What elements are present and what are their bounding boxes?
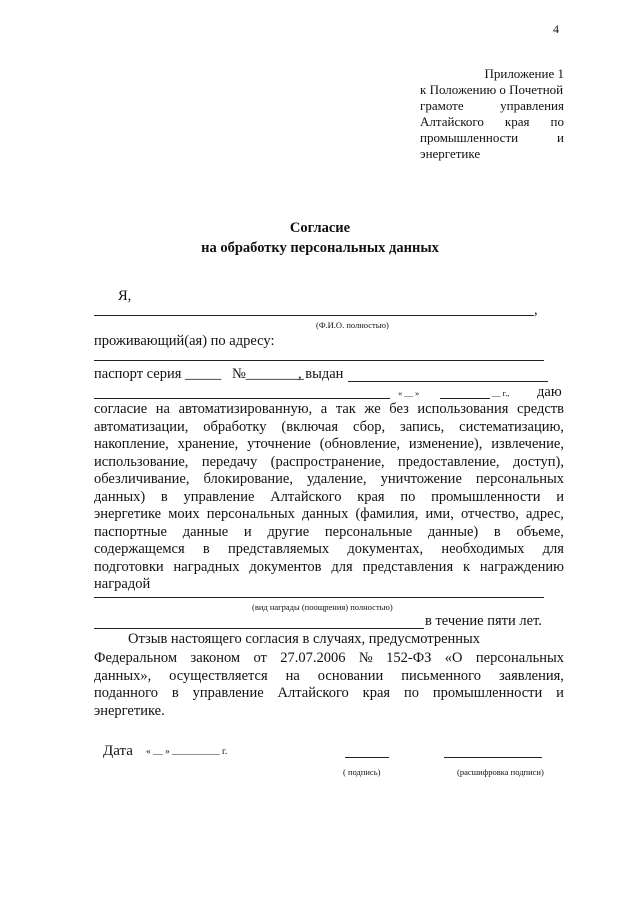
- consent-paragraph: [94, 401, 564, 594]
- appendix-word: промышленности: [420, 130, 519, 145]
- paragraph-line: обезличивание, блокирование, удаление, уничтожение персональных: [94, 471, 564, 487]
- date-blank: « __ » __________ г.: [146, 747, 228, 757]
- revocation-first-line: Отзыв настоящего согласия в случаях, предусмотренных: [128, 631, 481, 647]
- paragraph-line: согласие на автоматизированную, а так же без использования средств: [94, 401, 564, 417]
- paragraph-line: накопление, хранение, уточнение (обновление, изменение), извлечение,: [94, 436, 564, 452]
- i-label: Я,: [118, 288, 132, 304]
- fio-line[interactable]: [94, 315, 534, 316]
- term-line[interactable]: [94, 628, 424, 629]
- paragraph-line: данных) в управление Алтайского края по промышленности и: [94, 488, 564, 505]
- paragraph-line: наградой: [94, 576, 151, 592]
- address-label: проживающий(ая) по адресу:: [94, 333, 275, 349]
- page-number: 4: [553, 22, 559, 36]
- paragraph-line: подготовки наградных документов для представления к награждению: [94, 558, 564, 575]
- appendix-header: [420, 66, 564, 162]
- signature-caption: ( подпись): [343, 767, 381, 777]
- fio-comma: ,: [534, 302, 538, 318]
- appendix-word: управления: [500, 98, 564, 113]
- appendix-word: края: [504, 114, 530, 129]
- paragraph-line: энергетике моих персональных данных (фамилия, ими, отчество, адрес,: [94, 506, 564, 522]
- issued-by-line[interactable]: [348, 381, 548, 382]
- appendix-line: [420, 98, 564, 114]
- appendix-word: грамоте: [420, 98, 464, 113]
- document-title: Согласие: [289, 220, 351, 236]
- issue-date-day: « __ »: [398, 388, 420, 398]
- appendix-line: [420, 146, 564, 162]
- paragraph-line: Федеральном законом от 27.07.2006 № 152-ФЗ «О персональных: [94, 650, 564, 666]
- paragraph-line: паспортные данные и другие персональные данные) в объеме,: [94, 523, 564, 540]
- paragraph-line: поданного в управление Алтайского края по промышленности и: [94, 685, 564, 701]
- award-caption: (вид награды (поощрения) полностью): [252, 602, 393, 612]
- revocation-paragraph: [94, 650, 564, 720]
- dayu-word: даю: [537, 384, 562, 400]
- passport-series: паспорт серия _____: [94, 366, 222, 382]
- passport-number: №________: [232, 366, 304, 382]
- fio-caption: (Ф.И.О. полностью): [316, 320, 389, 330]
- appendix-word: энергетике: [420, 146, 481, 161]
- appendix-line: [420, 66, 564, 82]
- appendix-word: и: [557, 130, 564, 145]
- issue-date-year: __ г.,: [492, 388, 510, 398]
- appendix-word: Алтайского: [420, 114, 484, 129]
- date-label: Дата: [103, 743, 133, 759]
- passport-issued-label: , выдан: [298, 366, 344, 382]
- paragraph-line: использование, передачу (распространение, предоставление, доступ),: [94, 453, 564, 470]
- paragraph-line: содержащемся в представляемых документах, необходимых для: [94, 541, 564, 557]
- appendix-line: [420, 82, 564, 98]
- signature-decode-caption: (расшифровка подписи): [457, 767, 544, 777]
- paragraph-line: автоматизации, обработку (включая сбор, запись, систематизацию,: [94, 418, 564, 435]
- appendix-line: [420, 130, 564, 146]
- term-text: в течение пяти лет.: [425, 613, 542, 629]
- award-line[interactable]: [94, 597, 544, 598]
- document-subtitle: на обработку персональных данных: [201, 240, 439, 256]
- paragraph-line: энергетике.: [94, 702, 165, 719]
- signature-decode-line[interactable]: [444, 757, 542, 758]
- signature-line[interactable]: [345, 757, 389, 758]
- paragraph-line: данных», осуществляется на основании письменного заявления,: [94, 667, 564, 684]
- appendix-word: по: [550, 114, 564, 129]
- issued-by-line-2[interactable]: [94, 398, 390, 399]
- appendix-word: Приложение 1: [484, 66, 564, 81]
- issue-date-month-line[interactable]: [440, 398, 490, 399]
- appendix-word: к Положению о Почетной: [420, 82, 564, 97]
- address-line[interactable]: [94, 360, 544, 361]
- appendix-line: [420, 114, 564, 130]
